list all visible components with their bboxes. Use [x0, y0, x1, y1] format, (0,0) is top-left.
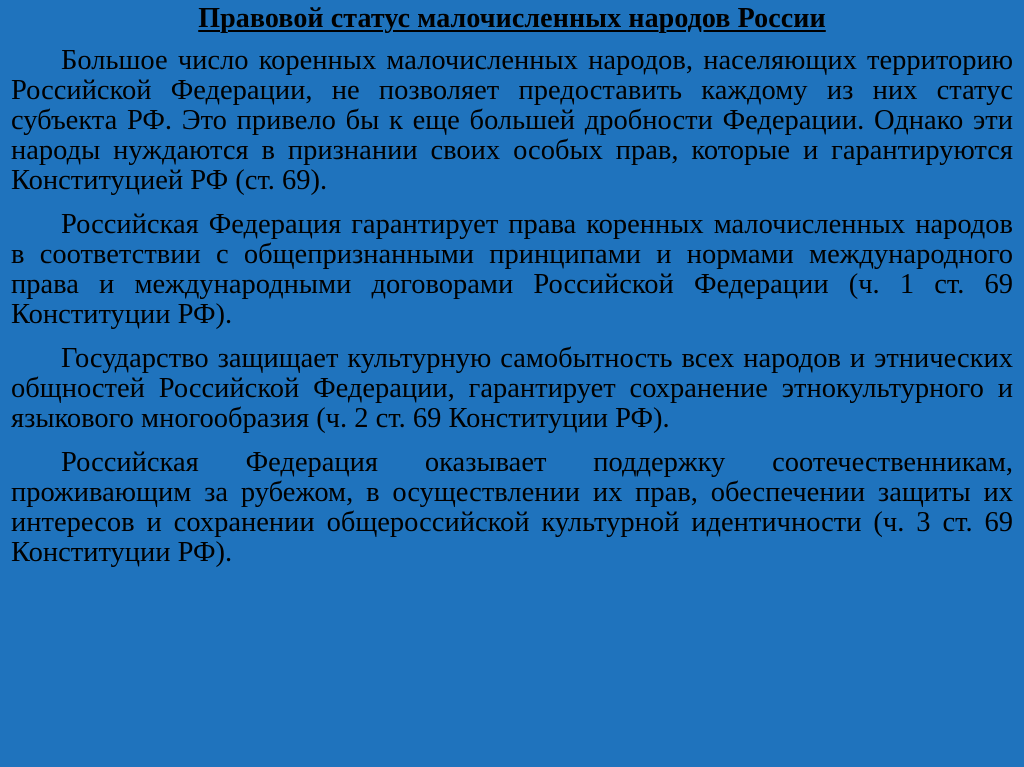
paragraph-2: Российская Федерация гарантирует права коренных малочисленных народов в соответствии с общепризнанными принципами и нормами международного права и международными договорами Российской Федерации (ч. 1 ст. 69 Конституции РФ).	[11, 209, 1013, 330]
paragraph-4: Российская Федерация оказывает поддержку соотечественникам, проживающим за рубежом, в осуществлении их прав, обеспечении защиты их интересов и сохранении общероссийской культурной идентичности (ч. 3 ст. 69 Конституции РФ).	[11, 447, 1013, 568]
slide-title: Правовой статус малочисленных народов России	[198, 3, 826, 34]
paragraph-3: Государство защищает культурную самобытность всех народов и этнических общностей Российской Федерации, гарантирует сохранение этнокультурного и языкового многообразия (ч. 2 ст. 69 Конституции РФ).	[11, 343, 1013, 434]
paragraph-1: Большое число коренных малочисленных народов, населяющих территорию Российской Федерации, не позволяет предоставить каждому из них статус субъекта РФ. Это привело бы к еще большей дробности Федерации. Однако эти народы нуждаются в признании своих особых прав, которые и гарантируются Конституцией РФ (ст. 69).	[11, 45, 1013, 196]
